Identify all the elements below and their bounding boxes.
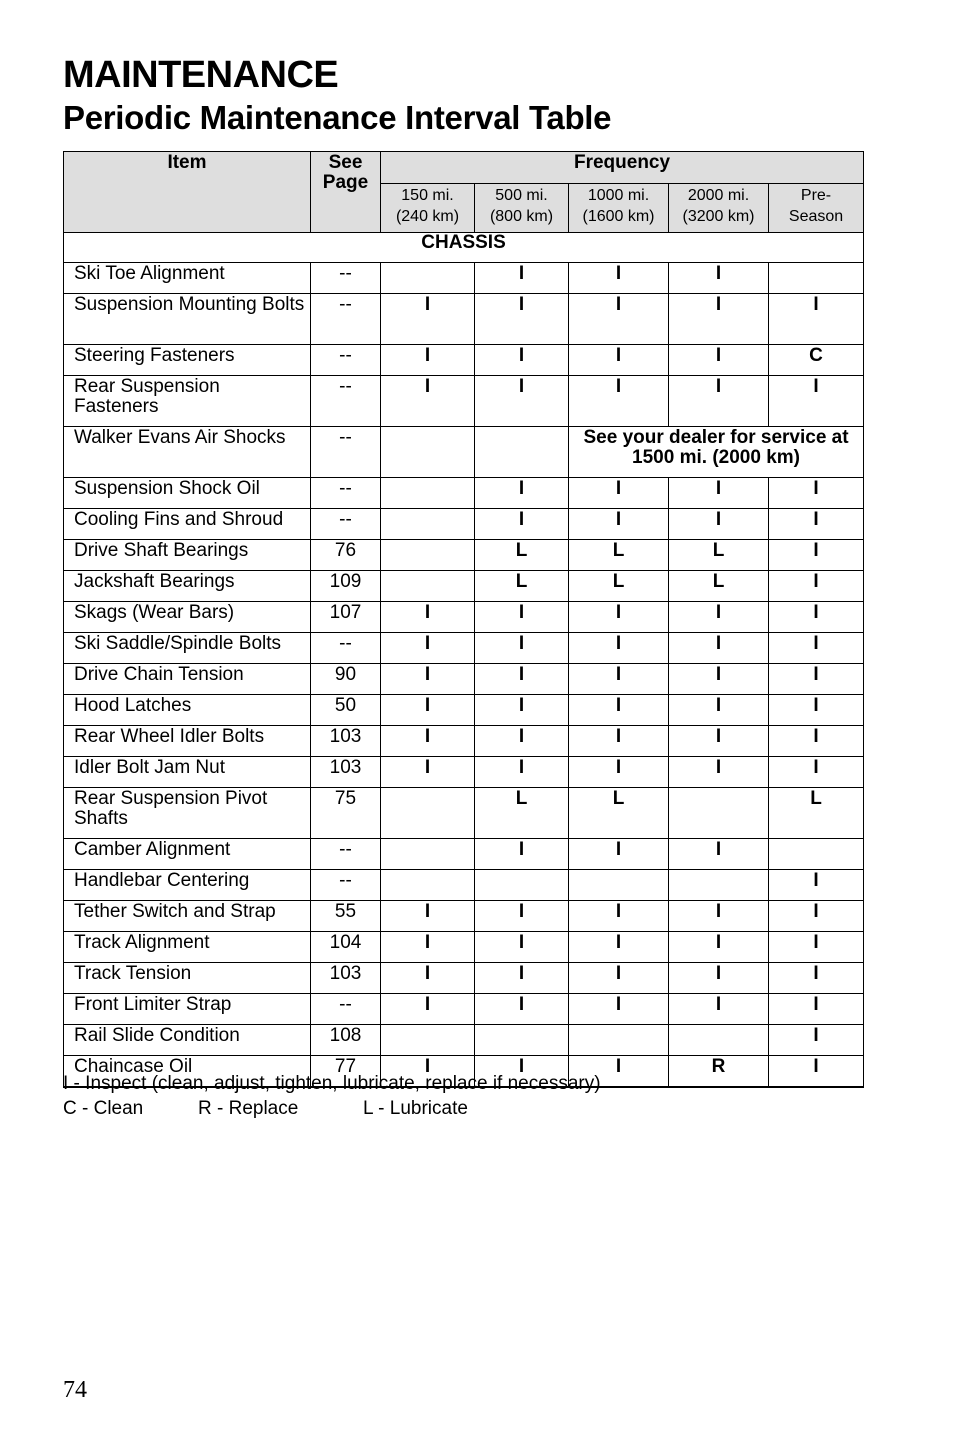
- freq-2000-cell: I: [669, 963, 769, 994]
- freq-500-cell: I: [475, 478, 569, 509]
- freq-2000-cell: I: [669, 509, 769, 540]
- freq-150-cell: I: [381, 345, 475, 376]
- column-header-2000mi: 2000 mi. (3200 km): [669, 184, 769, 233]
- freq-2000-cell: I: [669, 345, 769, 376]
- freq-1000-cell: I: [569, 994, 669, 1025]
- freq-500-cell: [475, 1025, 569, 1056]
- freq-500-cell: [475, 427, 569, 478]
- freq-150-cell: I: [381, 963, 475, 994]
- freq-1000-cell: I: [569, 839, 669, 870]
- see-page-cell: --: [311, 263, 381, 294]
- see-page-cell: 108: [311, 1025, 381, 1056]
- freq-1000-cell: I: [569, 726, 669, 757]
- pre-season-cell: I: [769, 695, 864, 726]
- freq-2000-cell: I: [669, 695, 769, 726]
- section-title: MAINTENANCE: [63, 54, 339, 96]
- see-page-cell: 55: [311, 901, 381, 932]
- item-cell: Front Limiter Strap: [64, 994, 311, 1025]
- freq-500-cell: L: [475, 540, 569, 571]
- table-row: [64, 345, 864, 376]
- see-page-cell: --: [311, 294, 381, 345]
- freq-2000-cell: [669, 1025, 769, 1056]
- pre-season-cell: I: [769, 932, 864, 963]
- freq-500-cell: I: [475, 294, 569, 345]
- freq-2000-cell: [669, 870, 769, 901]
- see-page-cell: --: [311, 994, 381, 1025]
- table-row: [64, 633, 864, 664]
- item-cell: Track Tension: [64, 963, 311, 994]
- freq-2000-cell: I: [669, 294, 769, 345]
- pre-season-cell: I: [769, 376, 864, 427]
- see-page-cell: 77: [311, 1056, 381, 1088]
- freq-1000-cell: I: [569, 963, 669, 994]
- pre-season-cell: I: [769, 1025, 864, 1056]
- section-row-chassis: CHASSIS: [64, 233, 864, 263]
- table-row: [64, 509, 864, 540]
- table-row: [64, 994, 864, 1025]
- item-cell: Cooling Fins and Shroud: [64, 509, 311, 540]
- freq-150-cell: [381, 788, 475, 839]
- page-title: Periodic Maintenance Interval Table: [63, 99, 612, 136]
- freq-500-cell: I: [475, 757, 569, 788]
- table-row: [64, 1025, 864, 1056]
- freq-2000-cell: I: [669, 901, 769, 932]
- freq-1000-cell: I: [569, 478, 669, 509]
- freq-500-cell: I: [475, 726, 569, 757]
- table-row: [64, 427, 864, 478]
- pre-season-cell: I: [769, 963, 864, 994]
- legend-inspect: I - Inspect (clean, adjust, tighten, lubricate, replace if necessary): [63, 1073, 601, 1094]
- freq-2000-cell: L: [669, 540, 769, 571]
- freq-2000-cell: I: [669, 726, 769, 757]
- pre-season-cell: I: [769, 478, 864, 509]
- see-page-cell: 75: [311, 788, 381, 839]
- freq-500-cell: I: [475, 376, 569, 427]
- column-header-item: Item: [64, 152, 311, 233]
- freq-150-cell: [381, 478, 475, 509]
- pre-season-cell: [769, 839, 864, 870]
- freq-1000-cell: I: [569, 633, 669, 664]
- item-cell: Rail Slide Condition: [64, 1025, 311, 1056]
- freq-500-cell: I: [475, 664, 569, 695]
- freq-2000-cell: I: [669, 263, 769, 294]
- item-cell: Rear Wheel Idler Bolts: [64, 726, 311, 757]
- table-row: [64, 602, 864, 633]
- pre-season-cell: [769, 263, 864, 294]
- freq-1000-cell: L: [569, 788, 669, 839]
- see-page-cell: 90: [311, 664, 381, 695]
- freq-500-cell: [475, 870, 569, 901]
- item-cell: Skags (Wear Bars): [64, 602, 311, 633]
- freq-500-cell: I: [475, 633, 569, 664]
- pre-season-cell: I: [769, 571, 864, 602]
- freq-2000-cell: I: [669, 478, 769, 509]
- freq-2000-cell: I: [669, 994, 769, 1025]
- freq-500-cell: I: [475, 695, 569, 726]
- freq-500-cell: I: [475, 509, 569, 540]
- item-cell: Track Alignment: [64, 932, 311, 963]
- table-row: [64, 664, 864, 695]
- see-page-cell: 109: [311, 571, 381, 602]
- freq-500-cell: I: [475, 345, 569, 376]
- table-row: [64, 839, 864, 870]
- see-page-label: See Page: [322, 152, 369, 193]
- freq-150-cell: [381, 571, 475, 602]
- maintenance-interval-table: [63, 151, 864, 1088]
- table-row: [64, 571, 864, 602]
- table-row: [64, 540, 864, 571]
- freq-150-cell: I: [381, 932, 475, 963]
- table-row: [64, 695, 864, 726]
- freq-1000-cell: I: [569, 901, 669, 932]
- item-cell: Tether Switch and Strap: [64, 901, 311, 932]
- freq-150-cell: I: [381, 602, 475, 633]
- item-cell: Chaincase Oil: [64, 1056, 311, 1088]
- see-page-cell: 107: [311, 602, 381, 633]
- column-header-see-page: [311, 152, 381, 233]
- column-header-150mi: 150 mi. (240 km): [381, 184, 475, 233]
- item-cell: Ski Saddle/Spindle Bolts: [64, 633, 311, 664]
- freq-1000-cell: I: [569, 664, 669, 695]
- see-page-cell: 103: [311, 963, 381, 994]
- table-row: [64, 963, 864, 994]
- freq-150-cell: I: [381, 633, 475, 664]
- pre-season-cell: I: [769, 602, 864, 633]
- freq-1000-cell: L: [569, 571, 669, 602]
- freq-1000-cell: I: [569, 294, 669, 345]
- freq-1000-cell: I: [569, 1056, 669, 1088]
- freq-500-cell: I: [475, 963, 569, 994]
- freq-2000-cell: I: [669, 633, 769, 664]
- pre-season-cell: I: [769, 633, 864, 664]
- pre-season-cell: I: [769, 664, 864, 695]
- freq-500-cell: L: [475, 571, 569, 602]
- pre-season-cell: I: [769, 540, 864, 571]
- item-cell: Walker Evans Air Shocks: [64, 427, 311, 478]
- item-cell: Jackshaft Bearings: [64, 571, 311, 602]
- freq-2000-cell: I: [669, 839, 769, 870]
- freq-500-cell: L: [475, 788, 569, 839]
- freq-150-cell: I: [381, 664, 475, 695]
- freq-500-cell: I: [475, 1056, 569, 1088]
- freq-150-cell: [381, 1025, 475, 1056]
- item-cell: Drive Shaft Bearings: [64, 540, 311, 571]
- freq-1000-cell: I: [569, 345, 669, 376]
- freq-1000-cell: I: [569, 932, 669, 963]
- freq-1000-cell: [569, 870, 669, 901]
- see-page-cell: 50: [311, 695, 381, 726]
- freq-150-cell: I: [381, 994, 475, 1025]
- pre-season-cell: I: [769, 901, 864, 932]
- item-cell: Camber Alignment: [64, 839, 311, 870]
- pre-season-cell: I: [769, 726, 864, 757]
- page-number: 74: [63, 1377, 87, 1403]
- pre-season-cell: I: [769, 870, 864, 901]
- freq-500-cell: I: [475, 994, 569, 1025]
- freq-150-cell: I: [381, 695, 475, 726]
- column-header-500mi: 500 mi. (800 km): [475, 184, 569, 233]
- see-page-cell: --: [311, 870, 381, 901]
- freq-150-cell: I: [381, 1056, 475, 1088]
- table-row: [64, 294, 864, 345]
- item-cell: Drive Chain Tension: [64, 664, 311, 695]
- freq-2000-cell: R: [669, 1056, 769, 1088]
- table-row: [64, 757, 864, 788]
- freq-2000-cell: L: [669, 571, 769, 602]
- table-row: [64, 788, 864, 839]
- freq-2000-cell: [669, 788, 769, 839]
- table-row: [64, 932, 864, 963]
- freq-1000-cell: I: [569, 695, 669, 726]
- freq-150-cell: [381, 427, 475, 478]
- item-cell: Rear Suspension Fasteners: [64, 376, 311, 427]
- table-row: [64, 901, 864, 932]
- freq-500-cell: I: [475, 263, 569, 294]
- freq-1000-cell: I: [569, 376, 669, 427]
- freq-150-cell: [381, 263, 475, 294]
- freq-150-cell: [381, 509, 475, 540]
- column-header-pre-season: Pre- Season: [769, 184, 864, 233]
- freq-2000-cell: I: [669, 376, 769, 427]
- freq-2000-cell: I: [669, 664, 769, 695]
- item-cell: Handlebar Centering: [64, 870, 311, 901]
- column-header-1000mi: 1000 mi. (1600 km): [569, 184, 669, 233]
- freq-150-cell: I: [381, 901, 475, 932]
- freq-1000-cell: I: [569, 757, 669, 788]
- pre-season-cell: I: [769, 294, 864, 345]
- legend-replace: R - Replace: [198, 1098, 299, 1119]
- see-page-cell: --: [311, 376, 381, 427]
- see-page-cell: --: [311, 478, 381, 509]
- freq-2000-cell: I: [669, 932, 769, 963]
- see-page-cell: --: [311, 839, 381, 870]
- pre-season-cell: I: [769, 994, 864, 1025]
- see-page-cell: --: [311, 345, 381, 376]
- freq-1000-cell: [569, 1025, 669, 1056]
- freq-500-cell: I: [475, 839, 569, 870]
- dealer-service-note: See your dealer for service at 1500 mi. (2000 km): [569, 427, 864, 478]
- freq-2000-cell: I: [669, 757, 769, 788]
- pre-season-cell: I: [769, 757, 864, 788]
- freq-1000-cell: I: [569, 509, 669, 540]
- freq-150-cell: [381, 839, 475, 870]
- freq-500-cell: I: [475, 901, 569, 932]
- freq-500-cell: I: [475, 602, 569, 633]
- freq-1000-cell: L: [569, 540, 669, 571]
- legend-clean: C - Clean: [63, 1098, 144, 1119]
- pre-season-cell: C: [769, 345, 864, 376]
- item-cell: Suspension Shock Oil: [64, 478, 311, 509]
- freq-1000-cell: I: [569, 602, 669, 633]
- see-page-cell: --: [311, 509, 381, 540]
- item-cell: Ski Toe Alignment: [64, 263, 311, 294]
- freq-1000-cell: I: [569, 263, 669, 294]
- item-cell: Suspension Mounting Bolts: [64, 294, 311, 345]
- see-page-cell: --: [311, 633, 381, 664]
- see-page-cell: 104: [311, 932, 381, 963]
- see-page-cell: 103: [311, 757, 381, 788]
- pre-season-cell: I: [769, 509, 864, 540]
- table-row: [64, 263, 864, 294]
- freq-2000-cell: I: [669, 602, 769, 633]
- see-page-cell: 103: [311, 726, 381, 757]
- see-page-cell: 76: [311, 540, 381, 571]
- table-row: [64, 376, 864, 427]
- freq-500-cell: I: [475, 932, 569, 963]
- freq-150-cell: [381, 870, 475, 901]
- table-row: [64, 726, 864, 757]
- table-row: [64, 870, 864, 901]
- pre-season-cell: L: [769, 788, 864, 839]
- freq-150-cell: [381, 540, 475, 571]
- item-cell: Hood Latches: [64, 695, 311, 726]
- freq-150-cell: I: [381, 757, 475, 788]
- freq-150-cell: I: [381, 294, 475, 345]
- pre-season-cell: I: [769, 1056, 864, 1088]
- legend-lubricate: L - Lubricate: [363, 1098, 468, 1119]
- item-cell: Steering Fasteners: [64, 345, 311, 376]
- column-header-frequency: Frequency: [381, 152, 864, 184]
- see-page-cell: --: [311, 427, 381, 478]
- freq-150-cell: I: [381, 376, 475, 427]
- item-cell: Idler Bolt Jam Nut: [64, 757, 311, 788]
- item-cell: Rear Suspension Pivot Shafts: [64, 788, 311, 839]
- freq-150-cell: I: [381, 726, 475, 757]
- table-row: [64, 478, 864, 509]
